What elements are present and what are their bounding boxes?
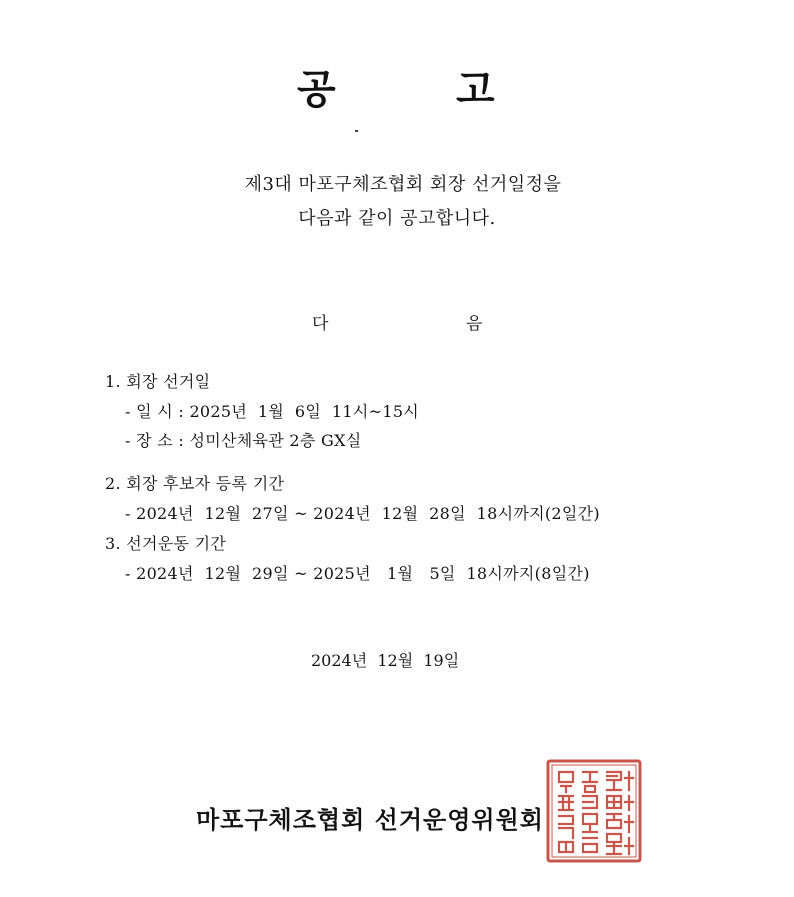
section-heading-char-2: 음 xyxy=(466,314,483,334)
item-2-detail-period: - 2024년 12월 27일 ~ 2024년 12월 28일 18시까지(2일간) xyxy=(125,504,600,523)
item-1-detail-datetime: - 일 시 : 2025년 1월 6일 11시~15시 xyxy=(125,402,420,421)
intro-line-1: 제3대 마포구체조협회 회장 선거일정을 xyxy=(244,174,562,195)
item-1-detail-location: - 장 소 : 성미산체육관 2층 GX실 xyxy=(125,431,362,450)
item-2-title: 2. 회장 후보자 등록 기간 xyxy=(105,474,285,493)
item-1-title: 1. 회장 선거일 xyxy=(105,372,211,391)
notice-date: 2024년 12월 19일 xyxy=(311,651,460,670)
organization-name: 마포구체조협회 선거운영위원회 xyxy=(196,805,544,834)
section-heading-char-1: 다 xyxy=(312,314,329,334)
item-3-title: 3. 선거운동 기간 xyxy=(105,534,227,553)
notice-title-char-1: 공 xyxy=(297,66,336,113)
notice-title-char-2: 고 xyxy=(456,66,495,113)
intro-line-2: 다음과 같이 공고합니다. xyxy=(298,208,496,229)
item-3-detail-period: - 2024년 12월 29일 ~ 2025년 1월 5일 18시까지(8일간) xyxy=(125,564,590,583)
official-seal-stamp xyxy=(545,758,643,864)
scan-speck xyxy=(355,130,358,132)
